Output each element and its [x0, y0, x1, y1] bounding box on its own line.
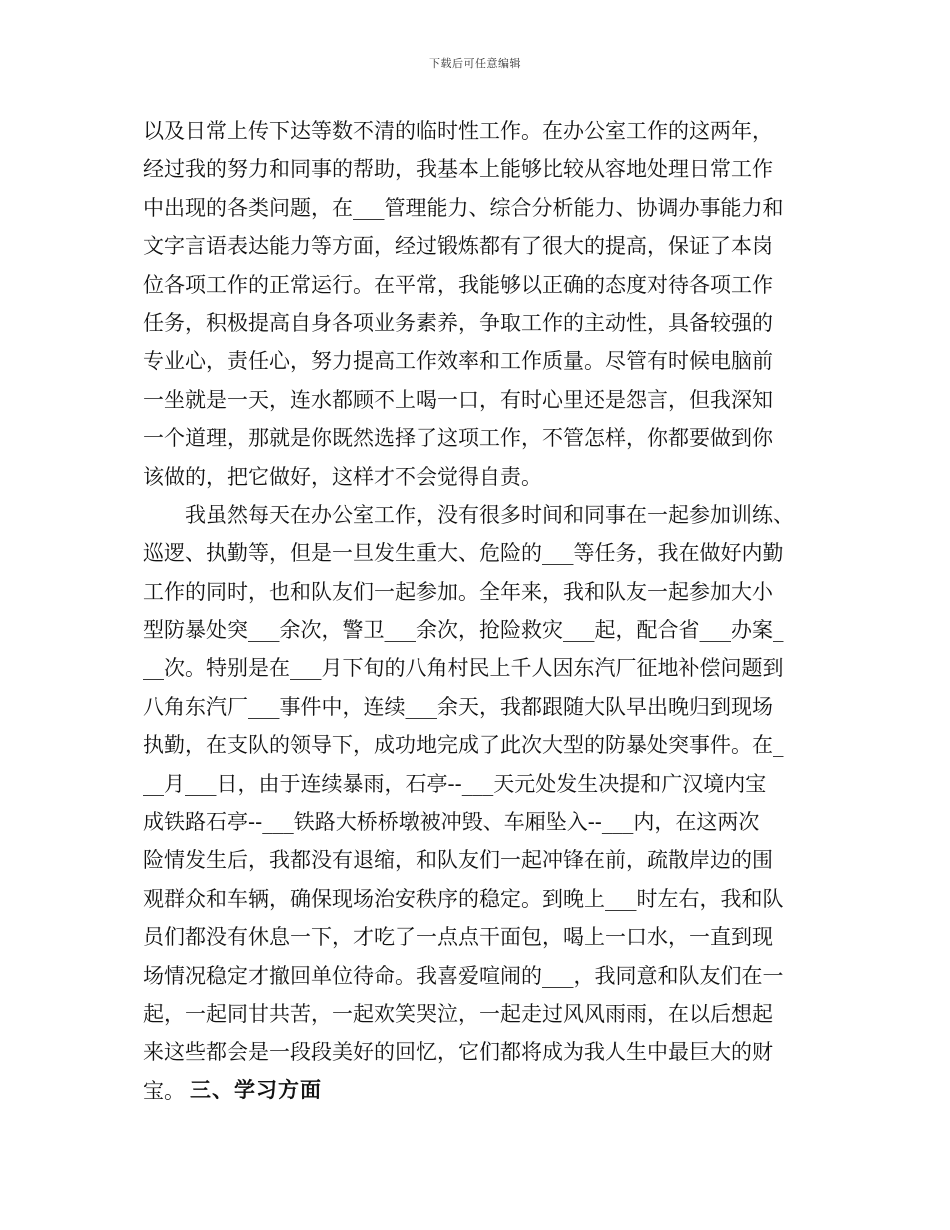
text-line: 员们都没有休息一下，才吃了一点点干面包，喝上一口水，一直到现: [143, 925, 773, 950]
text-line: 位各项工作的正常运行。在平常，我能够以正确的态度对待各项工作: [143, 272, 773, 297]
text-line: __月___日，由于连续暴雨，石亭--___天元处发生决提和广汉境内宝: [143, 771, 767, 796]
text-line: 型防暴处突___余次，警卫___余次，抢险救灾___起，配合省___办案_: [143, 618, 784, 643]
text-line: 宝。: [143, 1078, 185, 1103]
text-line: 中出现的各类问题，在___管理能力、综合分析能力、协调办事能力和: [143, 195, 784, 220]
text-line: 险情发生后，我都没有退缩，和队友们一起冲锋在前，疏散岸边的围: [143, 848, 773, 873]
text-line: 一个道理，那就是你既然选择了这项工作，不管怎样，你都要做到你: [143, 426, 773, 451]
text-line: 场情况稳定才撤回单位待命。我喜爱喧闹的___，我同意和队友们在一: [143, 963, 784, 988]
text-line: 执勤，在支队的领导下，成功地完成了此次大型的防暴处突事件。在_: [143, 733, 784, 758]
text-line: 任务，积极提高自身各项业务素养，争取工作的主动性，具备较强的: [143, 310, 773, 335]
text-line: 巡逻、执勤等，但是一旦发生重大、危险的___等任务，我在做好内勤: [143, 541, 784, 566]
text-line: 该做的，把它做好，这样才不会觉得自责。: [143, 464, 542, 489]
text-line: 起，一起同甘共苦，一起欢笑哭泣，一起走过风风雨雨，在以后想起: [143, 1001, 773, 1026]
body-text: [143, 112, 815, 1110]
section-heading: 三、学习方面: [190, 1078, 322, 1102]
text-line: 我虽然每天在办公室工作，没有很多时间和同事在一起参加训练、: [143, 502, 794, 527]
text-line: 以及日常上传下达等数不清的临时性工作。在办公室工作的这两年，: [143, 119, 773, 143]
text-line: 专业心，责任心，努力提高工作效率和工作质量。尽管有时候电脑前: [143, 349, 773, 374]
text-line: 一坐就是一天，连水都顾不上喝一口，有时心里还是怨言，但我深知: [143, 387, 773, 412]
text-line: 八角东汽厂___事件中，连续___余天，我都跟随大队早出晚归到现场: [143, 694, 773, 719]
text-line: 工作的同时，也和队友们一起参加。全年来，我和队友一起参加大小: [143, 579, 773, 604]
page-header-caption: 下载后可任意编辑: [429, 57, 521, 70]
text-line: 经过我的努力和同事的帮助，我基本上能够比较从容地处理日常工作: [143, 157, 773, 182]
text-line: 来这些都会是一段段美好的回忆，它们都将成为我人生中最巨大的财: [143, 1040, 773, 1065]
text-line: 文字言语表达能力等方面，经过锻炼都有了很大的提高，保证了本岗: [143, 234, 773, 259]
text-line: 成铁路石亭--___铁路大桥桥墩被冲毁、车厢坠入--___内，在这两次: [143, 810, 760, 835]
text-line: 观群众和车辆，确保现场治安秩序的稳定。到晚上___时左右，我和队: [143, 886, 784, 911]
text-line: __次。特别是在___月下旬的八角村民上千人因东汽厂征地补偿问题到: [143, 656, 784, 681]
